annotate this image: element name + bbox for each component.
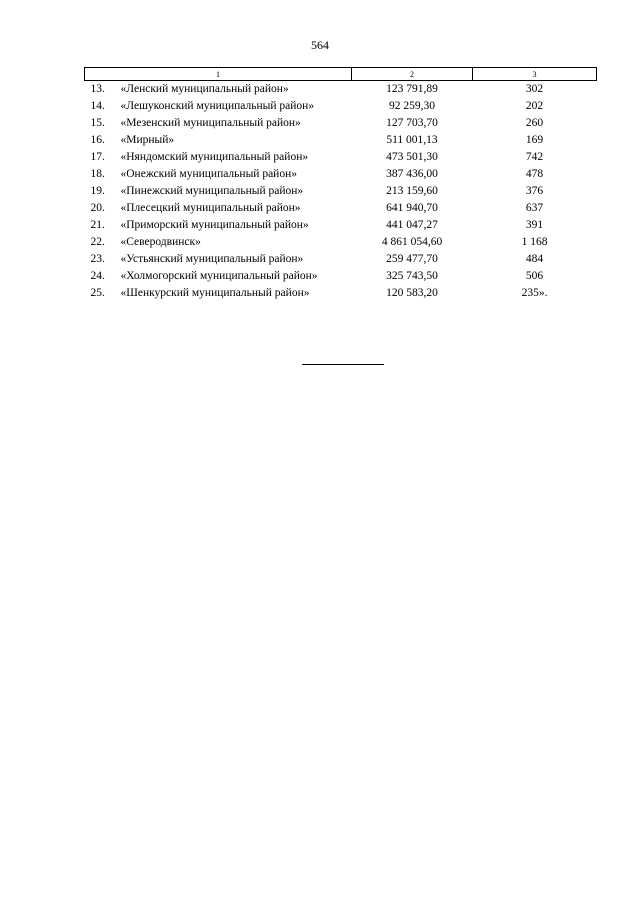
municipality-name: «Онежский муниципальный район» xyxy=(120,168,297,180)
table-body xyxy=(85,81,597,303)
value-cell: 441 047,27 xyxy=(386,219,438,231)
count-cell: 376 xyxy=(525,185,544,197)
row-number: 17. xyxy=(90,151,105,163)
column-header-3: 3 xyxy=(473,68,597,81)
row-number: 22. xyxy=(90,236,105,248)
municipality-name: «Шенкурский муниципальный район» xyxy=(120,287,310,299)
municipality-cell xyxy=(85,234,352,251)
municipality-name: «Устьянский муниципальный район» xyxy=(120,253,304,265)
row-number: 21. xyxy=(90,219,105,231)
municipality-cell xyxy=(85,251,352,268)
municipality-cell xyxy=(85,115,352,132)
value-cell: 120 583,20 xyxy=(386,287,438,299)
municipality-cell xyxy=(85,268,352,285)
municipality-name: «Мирный» xyxy=(120,134,175,146)
count-cell: 484 xyxy=(525,253,544,265)
municipality-cell xyxy=(85,217,352,234)
count-cell: 478 xyxy=(525,168,544,180)
table-row xyxy=(85,251,597,268)
row-number: 14. xyxy=(90,100,105,112)
table-row xyxy=(85,115,597,132)
municipality-cell xyxy=(85,166,352,183)
count-cell: 637 xyxy=(525,202,544,214)
municipality-cell xyxy=(85,200,352,217)
row-number: 25. xyxy=(90,287,105,299)
row-number: 24. xyxy=(90,270,105,282)
municipality-name: «Няндомский муниципальный район» xyxy=(120,151,309,163)
column-header-1: 1 xyxy=(85,68,352,81)
value-cell: 92 259,30 xyxy=(389,100,435,112)
table-row xyxy=(85,268,597,285)
count-cell: 235». xyxy=(521,287,548,299)
table-row xyxy=(85,132,597,149)
municipality-name: «Пинежский муниципальный район» xyxy=(120,185,304,197)
value-cell: 325 743,50 xyxy=(386,270,438,282)
municipality-cell xyxy=(85,149,352,166)
table-row xyxy=(85,200,597,217)
value-cell: 213 159,60 xyxy=(386,185,438,197)
row-number: 20. xyxy=(90,202,105,214)
table-row xyxy=(85,285,597,302)
table-row xyxy=(85,234,597,251)
table-row xyxy=(85,149,597,166)
row-number: 23. xyxy=(90,253,105,265)
table-row xyxy=(85,217,597,234)
value-cell: 127 703,70 xyxy=(386,117,438,129)
value-cell: 259 477,70 xyxy=(386,253,438,265)
value-cell: 387 436,00 xyxy=(386,168,438,180)
municipality-name: «Лешуконский муниципальный район» xyxy=(120,100,315,112)
row-number: 13. xyxy=(90,83,105,95)
count-cell: 260 xyxy=(525,117,544,129)
municipality-name: «Холмогорский муниципальный район» xyxy=(120,270,318,282)
column-header-2: 2 xyxy=(352,68,473,81)
count-cell: 742 xyxy=(525,151,544,163)
table-row xyxy=(85,183,597,200)
municipality-cell xyxy=(85,285,352,302)
value-cell: 641 940,70 xyxy=(386,202,438,214)
municipality-name: «Северодвинск» xyxy=(120,236,201,248)
municipality-cell xyxy=(85,183,352,200)
municipality-cell xyxy=(85,81,352,99)
data-table xyxy=(84,67,597,302)
count-cell: 302 xyxy=(525,83,544,95)
municipality-cell xyxy=(85,98,352,115)
table-row xyxy=(85,81,597,99)
row-number: 15. xyxy=(90,117,105,129)
municipality-name: «Ленский муниципальный район» xyxy=(120,83,289,95)
municipality-cell xyxy=(85,132,352,149)
count-cell: 169 xyxy=(525,134,544,146)
separator-line xyxy=(302,364,384,365)
table-header-row xyxy=(85,68,597,81)
municipal-table xyxy=(84,67,596,302)
count-cell: 1 168 xyxy=(521,236,548,248)
table-row xyxy=(85,98,597,115)
row-number: 19. xyxy=(90,185,105,197)
page-number: 564 xyxy=(311,38,329,52)
count-cell: 506 xyxy=(525,270,544,282)
row-number: 16. xyxy=(90,134,105,146)
value-cell: 4 861 054,60 xyxy=(381,236,443,248)
value-cell: 511 001,13 xyxy=(386,134,438,146)
row-number: 18. xyxy=(90,168,105,180)
count-cell: 202 xyxy=(525,100,544,112)
value-cell: 473 501,30 xyxy=(386,151,438,163)
value-cell: 123 791,89 xyxy=(386,83,438,95)
municipality-name: «Мезенский муниципальный район» xyxy=(120,117,301,129)
count-cell: 391 xyxy=(525,219,544,231)
municipality-name: «Плесецкий муниципальный район» xyxy=(120,202,301,214)
municipality-name: «Приморский муниципальный район» xyxy=(120,219,309,231)
table-row xyxy=(85,166,597,183)
